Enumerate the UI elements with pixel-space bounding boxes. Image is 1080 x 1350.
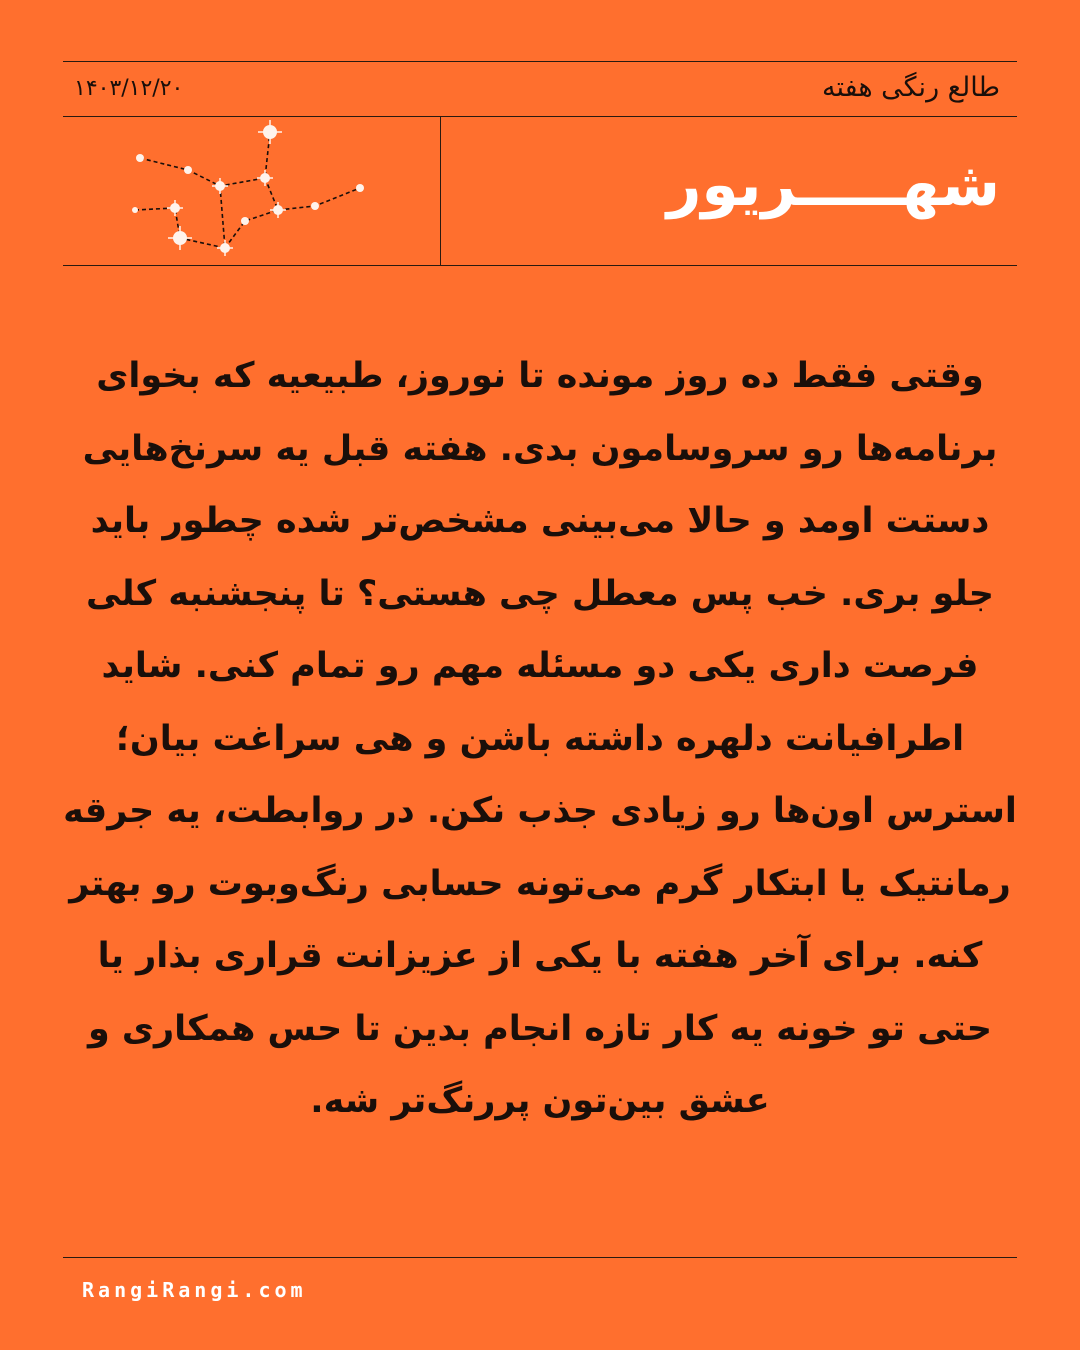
header-divider: [63, 116, 1017, 117]
horoscope-text: وقتی فقط ده روز مونده تا نوروز، طبیعیه که بخوای برنامه‌ها رو سروسامون بدی. هفته قبل یه سرنخ‌هایی دستت اومد و حالا می‌بینی مشخص‌تر شده چطور باید جلو بری. خب پس معطل چی هستی؟ تا پنجشنبه کلی فرصت داری یکی دو مسئله مهم رو تمام کنی. شاید اطرافیانت دلهره داشته باشن و هی سراغت بیان؛ استرس اون‌ها رو زیادی جذب نکن. در روابطت، یه جرقه رمانتیک یا ابتکار گرم می‌تونه حسابی رنگ‌وبوت رو بهتر کنه. برای آخر هفته با یکی از عزیزانت قراری بذار یا حتی تو خونه یه کار تازه انجام بدین تا حس همکاری و عشق بین‌تون پررنگ‌تر شه.: [63, 356, 1017, 1121]
top-divider: [63, 61, 1017, 62]
footer-url[interactable]: RangiRangi.com: [82, 1278, 307, 1302]
month-name: شهـــــریور: [666, 150, 1000, 220]
virgo-constellation-icon: [120, 118, 380, 258]
header-bottom-divider: [63, 265, 1017, 266]
header-date: ۱۴۰۳/۱۲/۲۰: [74, 76, 184, 101]
footer-divider: [63, 1257, 1017, 1258]
header-title: طالع رنگی هفته: [822, 72, 1000, 103]
header-vertical-divider: [440, 116, 441, 266]
